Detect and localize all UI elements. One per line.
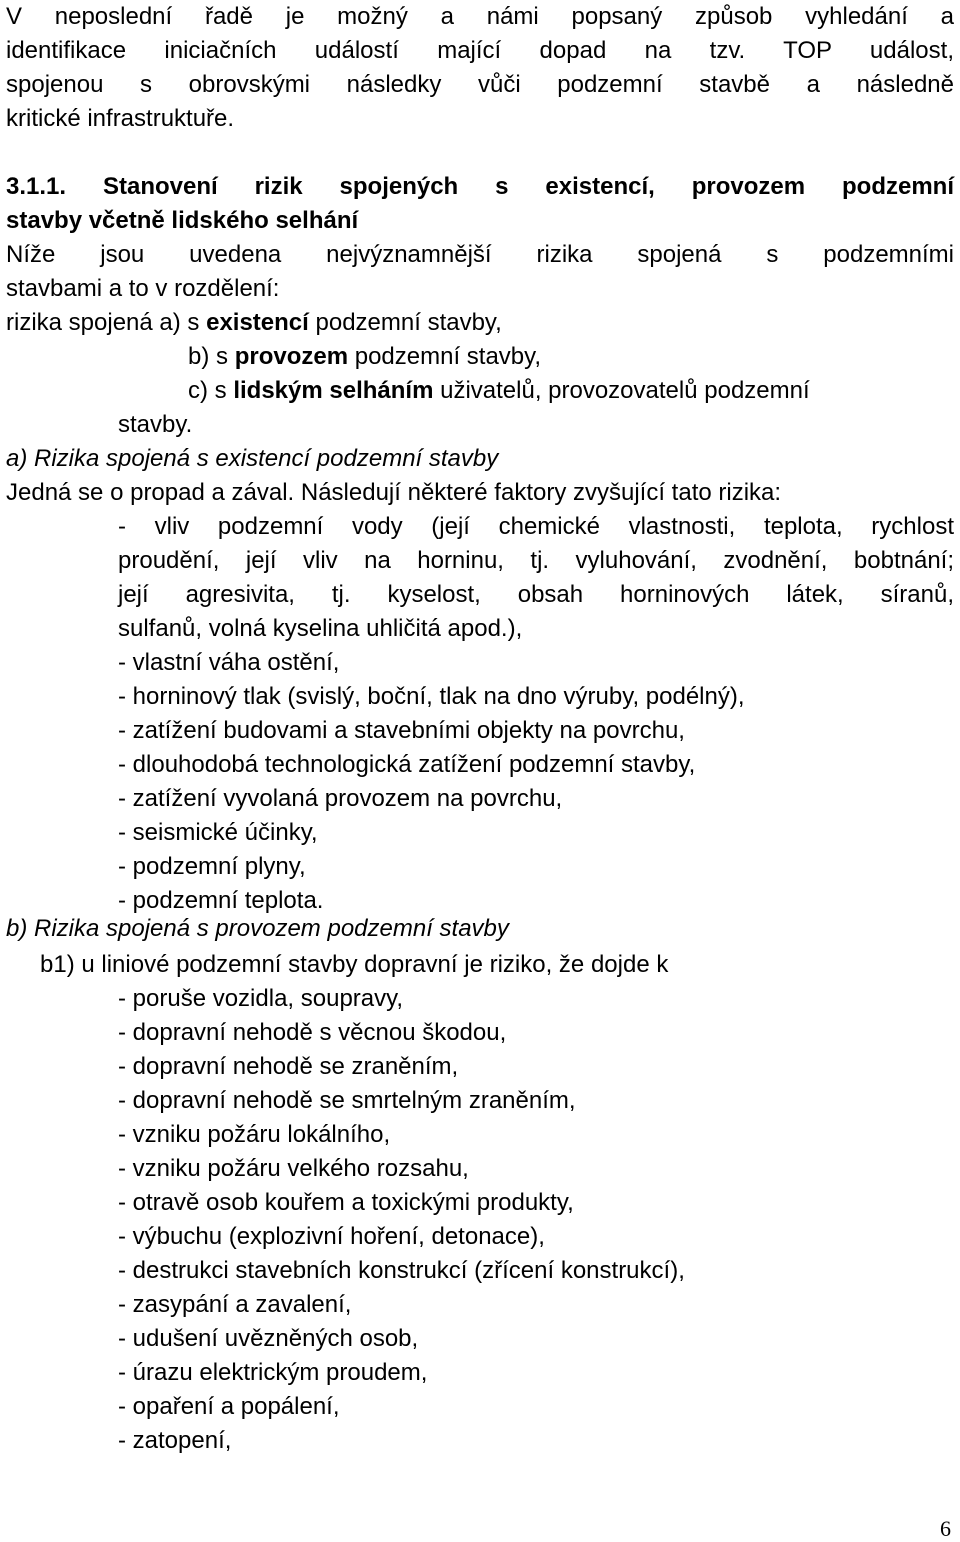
intro-line: V neposlední řadě je možný a námi popsaný způsob vyhledání a <box>6 3 954 30</box>
subsection-a-intro: Jedná se o propad a zával. Následují některé faktory zvyšující tato rizika: <box>6 479 782 506</box>
list-item: - destrukci stavebních konstrukcí (zřícení konstrukcí), <box>118 1257 685 1284</box>
list-item: - zatížení vyvolaná provozem na povrchu, <box>118 785 563 812</box>
list-item: - horninový tlak (svislý, boční, tlak na dno výruby, podélný), <box>118 683 745 710</box>
list-item: - úrazu elektrickým proudem, <box>118 1359 428 1386</box>
list-item: - poruše vozidla, soupravy, <box>118 985 404 1012</box>
list-item: - vzniku požáru velkého rozsahu, <box>118 1155 469 1182</box>
category-c <box>188 376 810 406</box>
category-a <box>6 308 502 338</box>
list-item: sulfanů, volná kyselina uhličitá apod.), <box>118 615 523 642</box>
list-item: - podzemní teplota. <box>118 887 324 914</box>
category-b-keyword: provozem <box>234 343 349 370</box>
list-item: - vlastní váha ostění, <box>118 649 340 676</box>
list-item: - dopravní nehodě s věcnou škodou, <box>118 1019 507 1046</box>
list-item: - vliv podzemní vody (její chemické vlastnosti, teplota, rychlost <box>118 513 954 540</box>
list-item: - seismické účinky, <box>118 819 318 846</box>
category-c-continuation: stavby. <box>118 411 193 438</box>
list-item: - otravě osob kouřem a toxickými produkty, <box>118 1189 574 1216</box>
list-item: - zatížení budovami a stavebními objekty na povrchu, <box>118 717 685 744</box>
category-b <box>188 342 541 372</box>
category-a-suffix: podzemní stavby, <box>308 309 502 336</box>
list-item: - vzniku požáru lokálního, <box>118 1121 391 1148</box>
category-c-suffix: uživatelů, provozovatelů podzemní <box>433 377 810 404</box>
intro-line: identifikace iniciačních událostí mající dopad na tzv. TOP událost, <box>6 37 954 64</box>
section-heading: 3.1.1. Stanovení rizik spojených s existencí, provozem podzemní <box>6 173 954 200</box>
category-b-suffix: podzemní stavby, <box>348 343 542 370</box>
list-item: - dopravní nehodě se zraněním, <box>118 1053 459 1080</box>
list-item: proudění, její vliv na horninu, tj. vyluhování, zvodnění, bobtnání; <box>118 547 954 574</box>
intro-line: kritické infrastruktuře. <box>6 105 235 132</box>
subsection-b-title: b) Rizika spojená s provozem podzemní stavby <box>6 915 509 942</box>
category-b-prefix: b) s <box>188 343 235 370</box>
category-c-prefix: c) s <box>188 377 234 404</box>
list-item: - výbuchu (explozivní hoření, detonace), <box>118 1223 545 1250</box>
section-paragraph: stavbami a to v rozdělení: <box>6 275 280 302</box>
category-a-keyword: existencí <box>206 309 309 336</box>
subsection-a-title: a) Rizika spojená s existencí podzemní stavby <box>6 445 499 472</box>
intro-line: spojenou s obrovskými následky vůči podzemní stavbě a následně <box>6 71 954 98</box>
section-heading: stavby včetně lidského selhání <box>6 207 359 234</box>
list-item: - zasypání a zavalení, <box>118 1291 352 1318</box>
list-item: - udušení uvězněných osob, <box>118 1325 419 1352</box>
list-item: její agresivita, tj. kyselost, obsah horninových látek, síranů, <box>118 581 954 608</box>
list-item: - dopravní nehodě se smrtelným zraněním, <box>118 1087 576 1114</box>
list-item: - dlouhodobá technologická zatížení podzemní stavby, <box>118 751 696 778</box>
subsection-b1-intro: b1) u liniové podzemní stavby dopravní je riziko, že dojde k <box>40 951 669 978</box>
category-c-keyword: lidským selháním <box>233 377 434 404</box>
list-item: - zatopení, <box>118 1427 232 1454</box>
category-a-prefix: rizika spojená a) s <box>6 309 207 336</box>
section-paragraph: Níže jsou uvedena nejvýznamnější rizika spojená s podzemními <box>6 241 954 268</box>
list-item: - podzemní plyny, <box>118 853 306 880</box>
page-number: 6 <box>940 1516 951 1541</box>
list-item: - opaření a popálení, <box>118 1393 340 1420</box>
